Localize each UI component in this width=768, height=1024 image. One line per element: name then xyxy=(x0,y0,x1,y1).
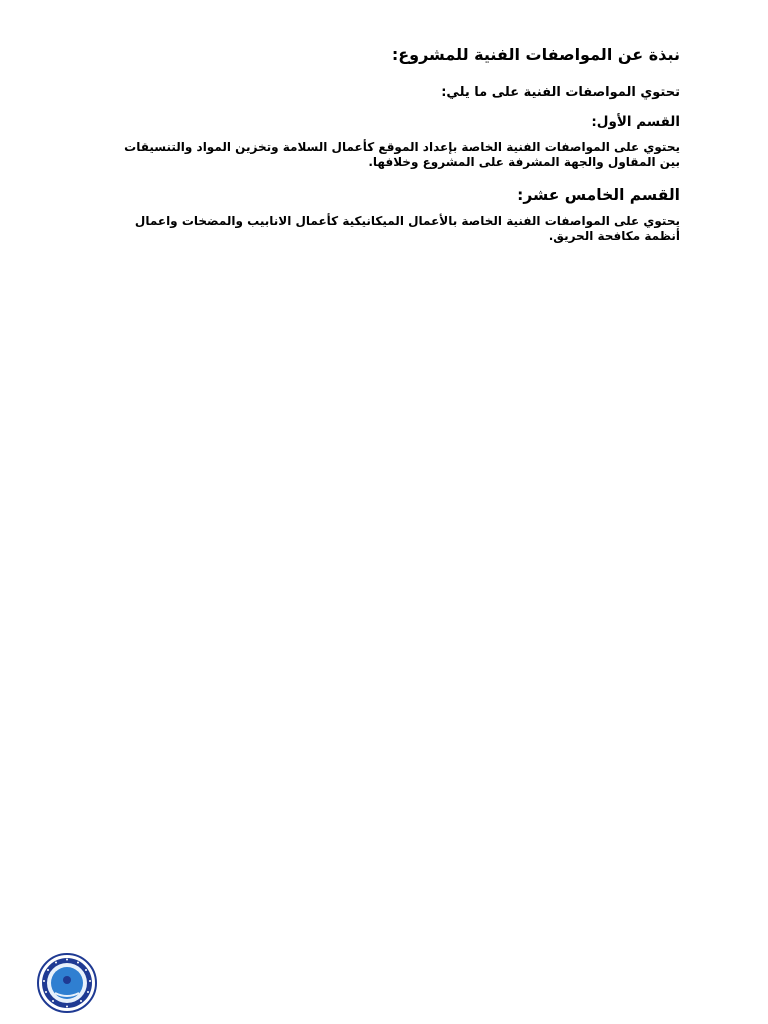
document-content xyxy=(112,44,680,258)
document-heading: نبذة عن المواصفات الفنية للمشروع: xyxy=(391,45,680,64)
section-15-body: يحتوي على المواصفات الفنية الخاصة بالأعمال الميكانيكية كأعمال الانابيب والمضخات واعمال أنظمة مكافحة الحريق. xyxy=(134,214,680,243)
intro-line: تحتوي المواصفات الفنية على ما يلي: xyxy=(441,85,680,100)
university-seal-icon xyxy=(37,953,97,1013)
section-15-title: القسم الخامس عشر: xyxy=(517,186,680,204)
section-1-title: القسم الأول: xyxy=(591,114,680,130)
section-1-body: يحتوي على المواصفات الفنية الخاصة بإعداد الموقع كأعمال السلامة وتخزين المواد والتنسيقات بين المقاول والجهة المشرفة على المشروع وخلافها. xyxy=(124,140,680,169)
